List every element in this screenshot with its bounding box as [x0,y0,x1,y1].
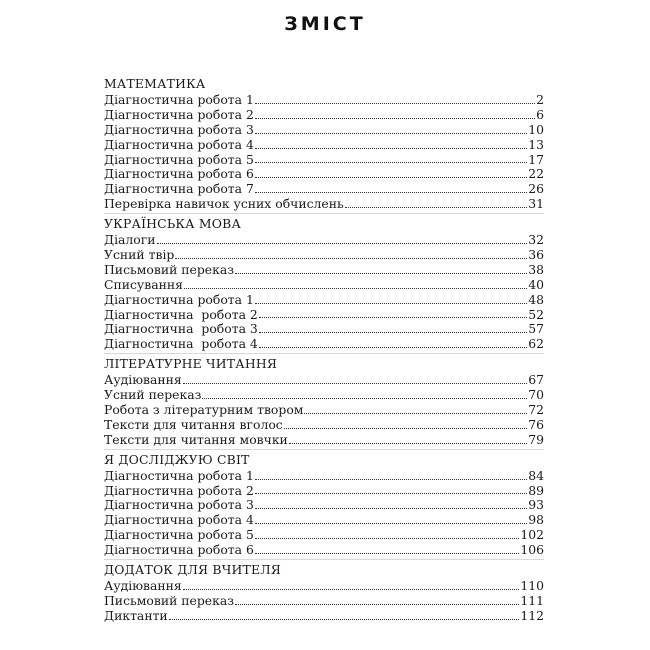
entry-label: Диктанти [104,607,168,623]
toc-entry [104,609,544,624]
toc-entry [104,337,544,352]
entry-page-number: 36 [528,247,544,263]
toc-entry [104,403,544,418]
entry-page-number: 76 [528,416,544,432]
entry-page-number: 57 [528,321,544,337]
entry-page-number: 31 [528,196,544,212]
toc-entry [104,123,544,138]
toc-entry [104,322,544,337]
section-title: ДОДАТОК ДЛЯ ВЧИТЕЛЯ [104,562,281,578]
toc-entry [104,543,544,558]
dot-leader [259,347,527,348]
dot-leader [255,493,527,494]
entry-page-number: 98 [528,512,544,528]
entry-label: Діагностична робота 5 [104,151,254,167]
toc-section [104,213,544,352]
entry-label: Діагностична робота 2 [104,106,254,122]
toc-entry [104,418,544,433]
dot-leader [255,148,527,149]
toc-entry [104,498,544,513]
entry-label: Діагностична робота 4 [104,336,258,352]
toc-entry [104,293,544,308]
toc-section [104,76,544,212]
dot-leader [255,192,527,193]
entry-page-number: 112 [520,607,544,623]
toc-section [104,353,544,447]
entry-label: Письмовий переказ [104,261,235,277]
toc-entry [104,528,544,543]
table-of-contents [104,76,544,624]
dot-leader [255,553,520,554]
entry-page-number: 102 [520,527,544,543]
toc-entry [104,513,544,528]
entry-page-number: 70 [528,387,544,403]
toc-entry [104,469,544,484]
dot-leader [345,207,527,208]
entry-label: Тексти для читання мовчки [104,431,288,447]
entry-label: Діагностична робота 3 [104,321,258,337]
entry-label: Робота з літературним твором [104,402,304,418]
toc-entry [104,278,544,293]
entry-page-number: 79 [528,431,544,447]
entry-label: Перевірка навичок усних обчислень [104,196,344,212]
toc-section [104,449,544,558]
section-title: Я ДОСЛІДЖУЮ СВІТ [104,451,250,467]
entry-label: Письмовий переказ [104,592,235,608]
dot-leader [255,303,527,304]
entry-label: Діагностична робота 7 [104,181,254,197]
dot-leader [255,177,527,178]
dot-leader [289,443,527,444]
entry-page-number: 89 [528,482,544,498]
dot-leader [255,479,527,480]
toc-entry [104,433,544,448]
entry-page-number: 22 [528,166,544,182]
dot-leader [259,332,527,333]
toc-entry [104,108,544,123]
dot-leader [157,243,528,244]
dot-leader [255,103,535,104]
dot-leader [284,428,527,429]
entry-page-number: 62 [528,336,544,352]
entry-label: Діагностична робота 2 [104,482,254,498]
entry-page-number: 111 [520,592,544,608]
entry-label: Діагностична робота 1 [104,291,254,307]
toc-entry [104,308,544,323]
entry-label: Діагностична робота 5 [104,527,254,543]
toc-entry [104,153,544,168]
toc-entry [104,197,544,212]
dot-leader [255,523,527,524]
entry-label: Діагностична робота 2 [104,306,258,322]
entry-page-number: 48 [528,291,544,307]
entry-label: Усний переказ [104,387,202,403]
entry-label: Усний твір [104,247,175,263]
entry-page-number: 40 [528,276,544,292]
entry-page-number: 38 [528,261,544,277]
section-title: МАТЕМАТИКА [104,76,206,91]
entry-page-number: 32 [528,232,544,248]
entry-page-number: 13 [528,136,544,152]
dot-leader [235,273,527,274]
section-title: ЛІТЕРАТУРНЕ ЧИТАННЯ [104,356,278,372]
dot-leader [183,383,527,384]
entry-page-number: 110 [520,578,544,594]
toc-entry [104,248,544,263]
entry-label: Діагностична робота 4 [104,512,254,528]
toc-entry [104,138,544,153]
entry-page-number: 6 [536,106,544,122]
toc-entry [104,579,544,594]
entry-page-number: 52 [528,306,544,322]
toc-entry [104,182,544,197]
dot-leader [255,508,527,509]
dot-leader [255,118,535,119]
entry-label: Списування [104,276,183,292]
dot-leader [259,317,527,318]
entry-label: Діалоги [104,232,156,248]
dot-leader [184,288,527,289]
dot-leader [235,604,519,605]
dot-leader [202,398,527,399]
entry-page-number: 106 [520,542,544,558]
page-title: ЗМІСТ [284,13,366,35]
dot-leader [255,162,527,163]
entry-label: Діагностична робота 3 [104,497,254,513]
toc-section [104,559,544,624]
dot-leader [304,413,527,414]
entry-page-number: 84 [528,467,544,483]
entry-label: Діагностична робота 1 [104,467,254,483]
entry-label: Діагностична робота 1 [104,92,254,107]
toc-entry [104,233,544,248]
entry-label: Діагностична робота 4 [104,136,254,152]
entry-page-number: 93 [528,497,544,513]
toc-entry [104,373,544,388]
toc-entry [104,484,544,499]
dot-leader [175,258,527,259]
entry-page-number: 17 [528,151,544,167]
entry-label: Аудіювання [104,372,182,388]
toc-entry [104,388,544,403]
entry-label: Діагностична робота 3 [104,121,254,137]
dot-leader [255,538,520,539]
entry-label: Тексти для читання вголос [104,416,283,432]
entry-page-number: 26 [528,181,544,197]
entry-label: Аудіювання [104,578,182,594]
toc-entry [104,263,544,278]
entry-page-number: 2 [536,92,544,107]
entry-label: Діагностична робота 6 [104,166,254,182]
toc-entry [104,93,544,108]
entry-label: Діагностична робота 6 [104,542,254,558]
entry-page-number: 72 [528,402,544,418]
entry-page-number: 10 [528,121,544,137]
toc-entry [104,594,544,609]
dot-leader [255,133,527,134]
dot-leader [169,619,520,620]
entry-page-number: 67 [528,372,544,388]
dot-leader [183,589,520,590]
toc-entry [104,167,544,182]
section-title: УКРАЇНСЬКА МОВА [104,216,242,232]
